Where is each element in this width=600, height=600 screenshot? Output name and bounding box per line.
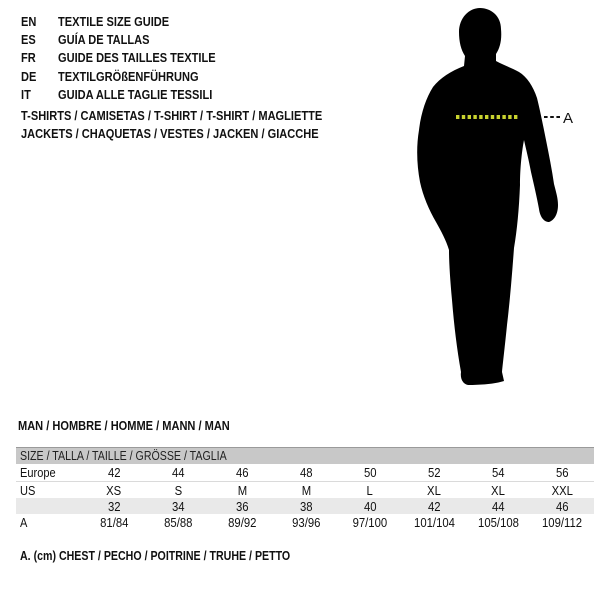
table-row-us-numeric: 32 34 36 38 40 42 44 46 xyxy=(16,498,594,514)
language-code: EN xyxy=(21,13,37,29)
language-row xyxy=(21,49,243,67)
language-row xyxy=(21,12,243,30)
row-label xyxy=(16,499,82,514)
section-title: MAN / HOMBRE / HOMME / MANN / MAN xyxy=(18,418,230,433)
language-list xyxy=(21,12,243,104)
table-row-europe: Europe 42 44 46 48 50 52 54 56 xyxy=(16,464,594,482)
language-title: TEXTILGRÖßENFÜHRUNG xyxy=(58,68,199,84)
category-list xyxy=(21,106,375,143)
table-row-chest-a: A 81/84 85/88 89/92 93/96 97/100 101/104 105/108 109/112 xyxy=(16,514,594,531)
row-label: Europe xyxy=(20,465,56,480)
language-title: TEXTILE SIZE GUIDE xyxy=(58,13,170,29)
language-code: ES xyxy=(21,32,36,48)
man-silhouette xyxy=(417,8,558,385)
category-line: T-SHIRTS / CAMISETAS / T-SHIRT / T-SHIRT / MAGLIETTE xyxy=(21,107,323,123)
size-table-header: SIZE / TALLA / TAILLE / GRÖSSE / TAGLIA xyxy=(16,447,594,464)
language-title: GUÍA DE TALLAS xyxy=(58,32,150,48)
man-silhouette-figure xyxy=(400,0,600,412)
category-line: JACKETS / CHAQUETAS / VESTES / JACKEN / GIACCHE xyxy=(21,126,319,142)
language-row xyxy=(21,86,243,104)
row-label: A xyxy=(20,515,28,530)
language-row xyxy=(21,67,243,85)
language-code: DE xyxy=(21,68,37,84)
language-code: IT xyxy=(21,87,31,103)
language-title: GUIDA ALLE TAGLIE TESSILI xyxy=(58,87,213,103)
size-table xyxy=(16,447,594,531)
language-row xyxy=(21,30,243,48)
measure-label-a: A xyxy=(563,110,574,127)
table-row-us: US XS S M M L XL XL XXL xyxy=(16,482,594,498)
row-label: US xyxy=(20,482,36,498)
measure-footnote: A. (cm) CHEST / PECHO / POITRINE / TRUHE / PETTO xyxy=(20,549,291,563)
language-title: GUIDE DES TAILLES TEXTILE xyxy=(58,50,216,66)
language-code: FR xyxy=(21,50,36,66)
